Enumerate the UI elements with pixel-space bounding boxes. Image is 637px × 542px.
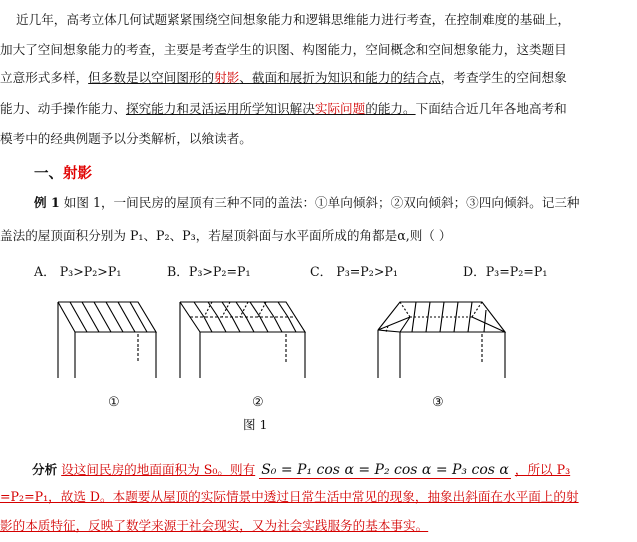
intro-underlined-b: 但多数是以空间图形的射影、截面和展折为知识和能力的结合点 [88,70,441,85]
roof-figure-double-slope [180,302,305,378]
analysis-line-1 [32,462,637,478]
option-a: A． P₃>P₂>P₁ [34,264,122,279]
analysis-intro: 设这间民房的地面面积为 S₀。则有 [61,462,256,477]
option-c: C． P₃=P₂>P₁ [310,264,398,279]
section-heading [34,162,92,183]
figure-label-1: ① [108,395,120,410]
analysis-label: 分析 [32,462,58,477]
figure-label-2: ② [252,395,264,410]
analysis-line-3: 影的本质特征，反映了数学来源于社会现实，又为社会实践服务的基本事实。 [0,518,429,533]
analysis-conclusion: ，所以 P₃ [514,462,571,477]
keyword-projection: 射影 [214,70,240,85]
keyword-practical-problem: 实际问题 [314,101,366,116]
intro-line-3 [0,70,637,86]
example-line-1: 例 1 如图 1，一间民房的屋顶有三种不同的盖法：①单向倾斜；②双向倾斜；③四向倾斜。记三种 [34,195,580,210]
intro-line-4: 能力、动手操作能力、探究能力和灵活运用所学知识解决实际问题的能力。下面结合近几年各地高考和 [0,101,567,116]
section-number: 一、 [34,165,63,182]
figure-caption: 图 1 [243,417,268,432]
analysis-line-2: =P₂=P₁，故选 D。本题要从屋顶的实际情景中透过日常生活中常见的现象，抽象出斜面在水平面上的射 [0,489,579,504]
intro-line-2: 加大了空间想象能力的考查，主要是考查学生的识图、构图能力，空间概念和空间想象能力，这类题目 [0,42,567,57]
intro-line-3-e: ，考查学生的空间想象 [440,70,567,85]
intro-line-1: 近几年，高考立体几何试题紧紧围绕空间想象能力和逻辑思维能力进行考查，在控制难度的基础上， [16,12,571,27]
analysis-formula: S₀ = P₁ cos α = P₂ cos α = P₃ cos α [261,462,509,478]
roof-figure-single-slope [58,302,156,378]
option-b: B．P₃>P₂=P₁ [167,264,251,279]
section-title: 射影 [63,165,92,182]
option-d: D．P₃=P₂=P₁ [463,264,548,279]
roof-figure-four-slopes [378,302,505,378]
intro-line-5: 模考中的经典例题予以分类解析，以飨读者。 [0,131,252,146]
example-label: 例 1 [34,195,60,210]
answer-options [0,261,637,279]
intro-line-3-a: 立意形式多样， [0,70,89,85]
example-line-2: 盖法的屋顶面积分别为 P₁、P₂、P₃，若屋顶斜面与水平面所成的角都是α,则（ ） [0,228,452,243]
roof-figures [0,290,637,380]
intro-underlined-ability: 探究能力和灵活运用所学知识解决实际问题的能力。 [125,101,416,116]
figure-label-3: ③ [432,395,444,410]
